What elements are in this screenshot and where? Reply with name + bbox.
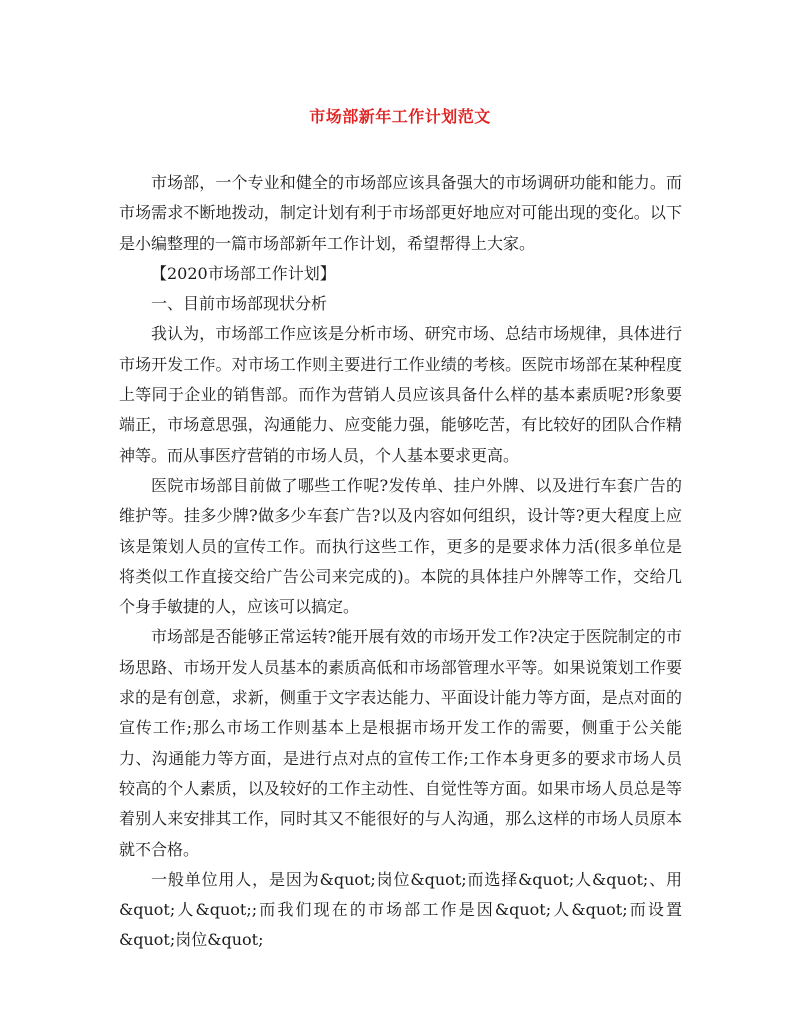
paragraph-current-work: 医院市场部目前做了哪些工作呢?发传单、挂户外牌、以及进行车套广告的维护等。挂多少牌?做多少车套广告?以及内容如何组织，设计等?更大程度上应该是策划人员的宣传工作。而执行这些工作，更多的是要求体力活(很多单位是将类似工作直接交给广告公司来完成的)。本院的具体挂户外牌等工作，交给几个身手敏捷的人，应该可以搞定。 bbox=[119, 475, 682, 617]
document-body bbox=[119, 168, 682, 956]
paragraph-staffing: 一般单位用人，是因为&quot;岗位&quot;而选择&quot;人&quot;、用&quot;人&quot;;而我们现在的市场部工作是因&quot;人&quot;而设置&quot;岗位&quot; bbox=[119, 869, 682, 950]
section-heading-plan: 【2020市场部工作计划】 bbox=[151, 263, 336, 283]
document-title: 市场部新年工作计划范文 bbox=[309, 107, 491, 126]
paragraph-role: 我认为，市场部工作应该是分析市场、研究市场、总结市场规律，具体进行市场开发工作。对市场工作则主要进行工作业绩的考核。医院市场部在某种程度上等同于企业的销售部。而作为营销人员应该具备什么样的基本素质呢?形象要端正，市场意思强，沟通能力、应变能力强，能够吃苦，有比较好的团队合作精神等。而从事医疗营销的市场人员，个人基本要求更高。 bbox=[119, 324, 682, 465]
section-heading-analysis: 一、目前市场部现状分析 bbox=[151, 294, 328, 314]
paragraph-operation: 市场部是否能够正常运转?能开展有效的市场开发工作?决定于医院制定的市场思路、市场开发人员基本的素质高低和市场部管理水平等。如果说策划工作要求的是有创意，求新，侧重于文字表达能力、平面设计能力等方面，是点对面的宣传工作;那么市场工作则基本上是根据市场开发工作的需要，侧重于公关能力、沟通能力等方面，是进行点对点的宣传工作;工作本身更多的要求市场人员较高的个人素质，以及较好的工作主动性、自觉性等方面。如果市场人员总是等着别人来安排其工作，同时其又不能很好的与人沟通，那么这样的市场人员原本就不合格。 bbox=[119, 627, 682, 859]
paragraph-intro: 市场部，一个专业和健全的市场部应该具备强大的市场调研功能和能力。而市场需求不断地拨动，制定计划有利于市场部更好地应对可能出现的变化。以下是小编整理的一篇市场部新年工作计划，希望帮得上大家。 bbox=[119, 173, 682, 253]
